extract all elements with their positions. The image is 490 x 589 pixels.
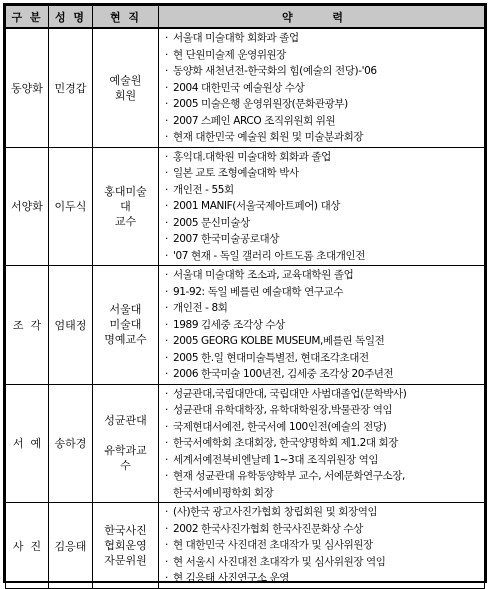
history-item: · 현 단원미술제 운영위원장: [165, 47, 484, 64]
history-item: · 2006 한국미술 100년전, 김세중 조각상 20주년전: [165, 366, 484, 383]
row-position: [93, 503, 159, 589]
row-history: [159, 503, 485, 589]
history-item: · 2002 한국사진가협회 한국사진문화상 수상: [165, 521, 484, 538]
row-name: 송하경: [49, 384, 93, 503]
row-position: [93, 384, 159, 503]
row-name: 김응태: [49, 503, 93, 589]
row-category: 동양화: [6, 28, 49, 147]
row-category: 서양화: [6, 147, 49, 266]
history-item: · 세계서예전북비엔날레 1~3대 조직위원장 역임: [165, 452, 484, 469]
history-item: · 현 대한민국 사진대전 초대작가 및 심사위원장: [165, 537, 484, 554]
history-continuation: 한국서예비평학회 회장: [173, 486, 274, 499]
history-item: · (사)한국 광고사진가협회 창립회원 및 회장역임: [165, 504, 484, 521]
position-line: 수: [120, 459, 131, 473]
history-item: · 현재 성균관대 유학동양학부 교수, 서예문화연구소장,: [165, 468, 484, 485]
history-item: · 91-92: 독일 베를린 예술대학 연구교수: [165, 284, 484, 301]
position-line: 교수: [114, 214, 137, 228]
history-item: · 성균관대,국립대만대, 국립대만 사범대졸업(문학박사): [165, 386, 484, 403]
position-line: 협회운영: [104, 539, 147, 552]
history-item: · 현 김응태 사진연구소 운영: [165, 570, 484, 587]
position-line: 자문위원: [104, 554, 147, 567]
row-category: 사 진: [6, 503, 49, 589]
juror-table: [5, 5, 485, 589]
row-position: [93, 147, 159, 266]
history-item: · '07 현재 - 독일 갤러리 아트도롬 초대개인전: [165, 248, 484, 265]
history-item: · 1989 김세중 조각상 수상: [165, 317, 484, 334]
history-item: · 서울대 미술대학 조소과, 교육대학원 졸업: [165, 267, 484, 284]
history-item: · 2007 스페인 ARCO 조직위원회 위원: [165, 113, 484, 130]
row-name: 민경갑: [49, 28, 93, 147]
roster-sheet: [3, 3, 487, 583]
history-item: · 일본 교토 조형예술대학 박사: [165, 165, 484, 182]
position-line: 명예교수: [104, 333, 147, 347]
history-item: · 2005 미술은행 운영위원장(문화관광부): [165, 96, 484, 113]
row-history: [159, 147, 485, 266]
position-line: 서울대: [109, 303, 142, 317]
history-item: · 홍익대.대학원 미술대학 회화과 졸업: [165, 149, 484, 166]
row-name: 이두식: [49, 147, 93, 266]
position-line: 유학과교: [104, 444, 147, 458]
table-row: [6, 384, 485, 503]
history-item: · 개인전 - 8회: [165, 300, 484, 317]
table-row: [6, 503, 485, 589]
header-history: 약 력: [159, 6, 485, 29]
position-spacer: [93, 428, 158, 443]
history-item: · 국제현대서예전, 한국서예 100인전(예술의 전당): [165, 419, 484, 436]
header-category: 구 분: [6, 6, 49, 29]
history-item: · 2005 문신미술상: [165, 215, 484, 232]
row-position: [93, 28, 159, 147]
position-line: 회원: [114, 88, 137, 102]
position-line: 예술원: [109, 73, 142, 87]
history-item: · 2007 한국미술공로대상: [165, 231, 484, 248]
table-row: [6, 28, 485, 147]
header-name: 성 명: [49, 6, 93, 29]
row-category: 조 각: [6, 266, 49, 385]
position-line: 성균관대: [104, 414, 147, 428]
history-item: · 2005 한.일 현대미술특별전, 현대조각초대전: [165, 350, 484, 367]
history-item: · 개인전 - 55회: [165, 182, 484, 199]
position-line: 미술대: [109, 318, 142, 332]
row-position: [93, 266, 159, 385]
table-row: [6, 147, 485, 266]
history-item: · 2005 GEORG KOLBE MUSEUM,베를린 독일전: [165, 333, 484, 350]
table-row: [6, 266, 485, 385]
position-line: 홍대미술: [104, 184, 147, 198]
position-line: 한국사진: [104, 524, 147, 537]
history-item: · 성균관대 유학대학장, 유학대학원장,박물관장 역임: [165, 402, 484, 419]
header-row: [6, 6, 485, 29]
history-item: · 현재 대한민국 예술원 회원 및 미술분과회장: [165, 129, 484, 146]
row-category: 서 예: [6, 384, 49, 503]
row-name: 엄태정: [49, 266, 93, 385]
history-item: · 동양화 새천년전-한국화의 힘(예술의 전당)-'06: [165, 63, 484, 80]
history-item: · 2001 MANIF(서울국제아트페어) 대상: [165, 198, 484, 215]
history-item: · 한국서예학회 초대회장, 한국양명학회 제1.2대 회장: [165, 435, 484, 452]
row-history: [159, 384, 485, 503]
row-history: [159, 28, 485, 147]
history-item: · 서울대 미술대학 회화과 졸업: [165, 30, 484, 47]
history-item: · 2004 대한민국 예술원상 수상: [165, 80, 484, 97]
header-position: 현 직: [93, 6, 159, 29]
row-history: [159, 266, 485, 385]
history-item: · 현 서울시 사진대전 초대작가 및 심사위원장 역임: [165, 554, 484, 571]
position-line: 대: [120, 199, 131, 213]
